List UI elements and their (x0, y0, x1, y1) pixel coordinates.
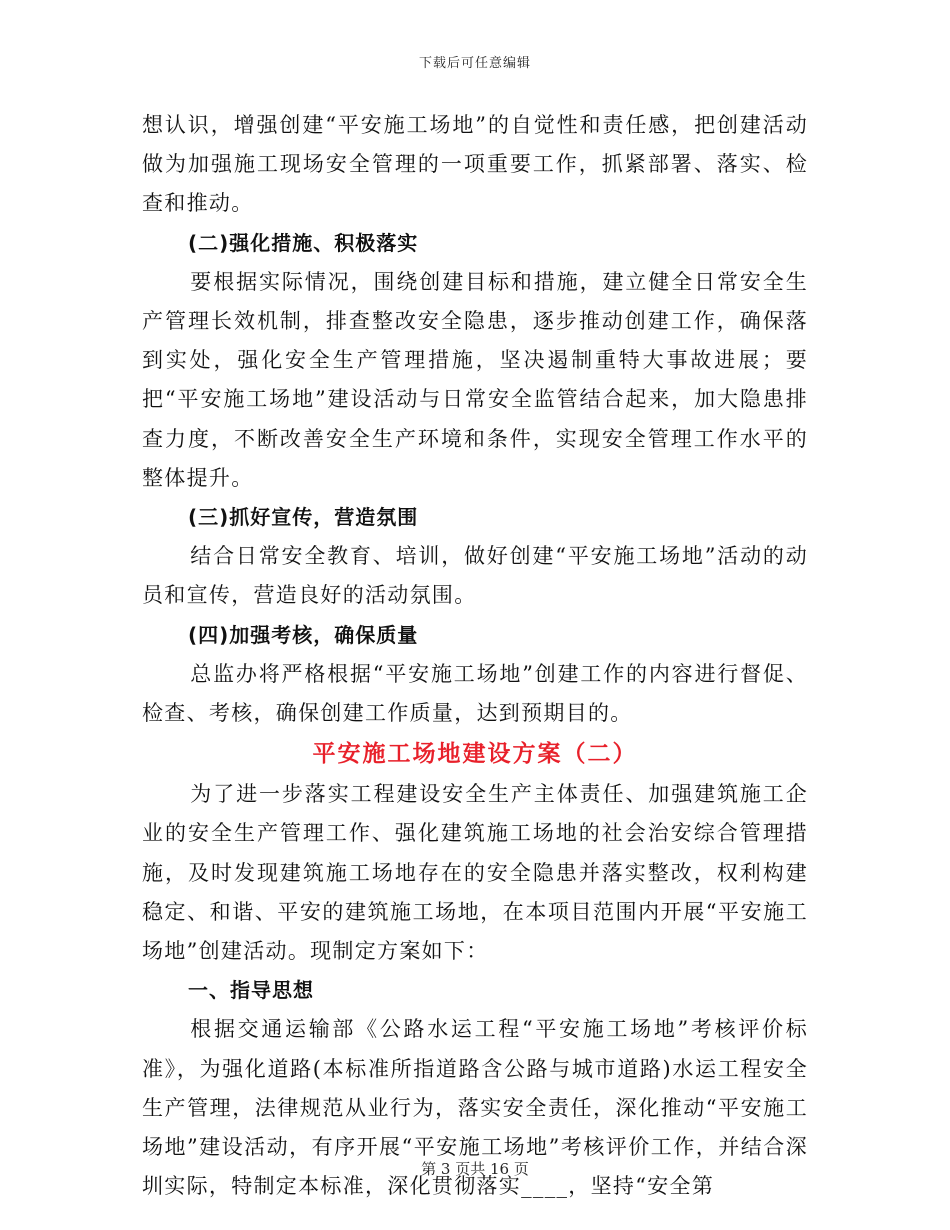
heading-assessment: (四)加强考核，确保质量 (188, 622, 419, 647)
heading-guiding-ideology: 一、指导思想 (188, 978, 314, 1003)
heading-publicity: (三)抓好宣传，营造氛围 (188, 505, 419, 530)
paragraph-assessment: 总监办将严格根据“平安施工场地”创建工作的内容进行督促、检查、考核，确保创建工作质量，达到预期目的。 (142, 661, 808, 726)
paragraph-plan-intro: 为了进一步落实工程建设安全生产主体责任、加强建筑施工企业的安全生产管理工作、强化建筑施工场地的社会治安综合管理措施，及时发现建筑施工场地存在的安全隐患并落实整改，权利构建稳定、和谐、平安的建筑施工场地，在本项目范围内开展“平安施工场地”创建活动。现制定方案如下： (142, 782, 808, 964)
paragraph-measures: 要根据实际情况，围绕创建目标和措施，建立健全日常安全生产管理长效机制，排查整改安全隐患，逐步推动创建工作，确保落到实处，强化安全生产管理措施，坚决遏制重特大事故进展；要把“平安施工场地”建设活动与日常安全监管结合起来，加大隐患排查力度，不断改善安全生产环境和条件，实现安全管理工作水平的整体提升。 (142, 269, 808, 490)
paragraph-guiding-ideology: 根据交通运输部《公路水运工程“平安施工场地”考核评价标准》，为强化道路(本标准所指道路含公路与城市道路)水运工程安全生产管理，法律规范从业行为，落实安全责任，深化推动“平安施工场地”建设活动，有序开展“平安施工场地”考核评价工作，并结合深圳实际，特制定本标准，深化贯彻落实____，坚持“安全第 (142, 1017, 808, 1199)
page-header-note: 下载后可任意编辑 (418, 56, 531, 71)
section-title: 平安施工场地建设方案（二） (312, 741, 638, 768)
page-number: 第 3 页共 16 页 (421, 1160, 529, 1178)
paragraph-intro-continuation: 想认识，增强创建“平安施工场地”的自觉性和责任感，把创建活动做为加强施工现场安全管理的一项重要工作，抓紧部署、落实、检查和推动。 (142, 113, 808, 216)
document-body (142, 106, 808, 1206)
paragraph-publicity: 结合日常安全教育、培训，做好创建“平安施工场地”活动的动员和宣传，营造良好的活动氛围。 (142, 544, 808, 608)
heading-strengthen-measures: (二)强化措施、积极落实 (188, 230, 419, 255)
